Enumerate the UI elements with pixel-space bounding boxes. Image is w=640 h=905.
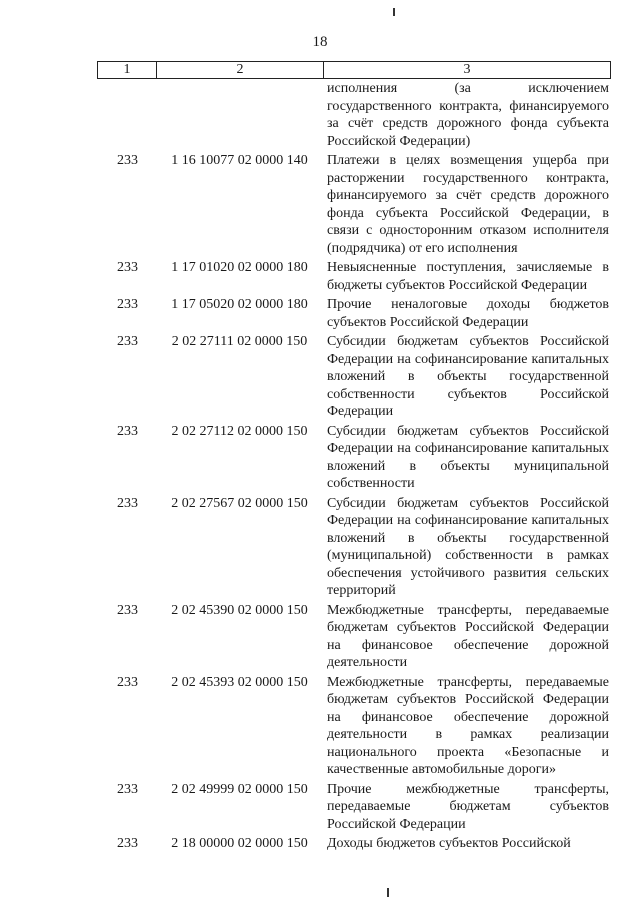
income-code-cell: 2 02 27111 02 0000 150 [171, 334, 308, 349]
income-code-cell: 1 17 05020 02 0000 180 [171, 297, 308, 312]
admin-code-cell: 233 [117, 153, 138, 168]
table-body [97, 80, 611, 853]
income-code-cell: 1 16 10077 02 0000 140 [171, 153, 308, 168]
table-row [97, 495, 611, 600]
scan-mark-bottom [387, 888, 389, 897]
table-header [97, 61, 611, 79]
admin-code-cell: 233 [117, 297, 138, 312]
admin-code-cell: 233 [117, 836, 138, 851]
header-col-3: 3 [463, 62, 471, 77]
admin-code-cell [97, 80, 156, 150]
table-row [97, 835, 611, 853]
income-code-cell: 1 17 01020 02 0000 180 [171, 260, 308, 275]
table-row [97, 423, 611, 493]
table-row [97, 674, 611, 779]
header-col-2: 2 [157, 62, 324, 78]
income-name-cell: Невыясненные поступления, зачисляемые в бюджеты субъектов Российской Федерации [327, 260, 609, 293]
admin-code-cell: 233 [117, 334, 138, 349]
income-code-cell: 2 02 49999 02 0000 150 [171, 781, 308, 797]
income-name-cell: исполнения (за исключением государственного контракта, финансируемого за счёт средств дорожного фонда субъекта Российской Федерации) [327, 81, 609, 149]
admin-code-cell: 233 [117, 674, 138, 690]
admin-code-cell: 233 [117, 602, 138, 618]
table-row [97, 152, 611, 257]
income-name-cell: Субсидии бюджетам субъектов Российской Федерации на софинансирование капитальных вложений в объекты муниципальной собственности [327, 423, 609, 491]
income-code-cell: 2 02 27112 02 0000 150 [171, 423, 308, 439]
income-name-cell: Межбюджетные трансферты, передаваемые бюджетам субъектов Российской Федерации на финансовое обеспечение дорожной деятельности в рамках реализации национального проекта «Безопасные и качественные автомобильные дороги» [327, 674, 609, 777]
admin-code-cell: 233 [117, 423, 138, 439]
admin-code-cell: 233 [117, 495, 138, 511]
income-name-cell: Субсидии бюджетам субъектов Российской Федерации на софинансирование капитальных вложений в объекты государственной (муниципальной) собственности в рамках обеспечения устойчивого развития сельских территорий [327, 495, 609, 598]
income-name-cell: Доходы бюджетов субъектов Российской [327, 836, 571, 851]
page-number: 18 [312, 34, 328, 50]
scan-mark-top [393, 8, 395, 16]
income-code-cell: 2 02 45393 02 0000 150 [171, 674, 308, 690]
table-row [97, 259, 611, 294]
admin-code-cell: 233 [117, 260, 138, 275]
table-row [97, 333, 611, 421]
table-row [97, 296, 611, 331]
table-row [97, 80, 611, 150]
header-col-1: 1 [98, 62, 157, 78]
income-name-cell: Платежи в целях возмещения ущерба при расторжении государственного контракта, финансируемого за счёт средств дорожного фонда субъекта Российской Федерации, в связи с односторонним отказом исполнителя (подрядчика) от его исполнения [327, 153, 609, 256]
income-name-cell: Прочие неналоговые доходы бюджетов субъектов Российской Федерации [327, 297, 609, 330]
income-name-cell: Прочие межбюджетные трансферты, передаваемые бюджетам субъектов Российской Федерации [327, 781, 609, 832]
income-name-cell: Субсидии бюджетам субъектов Российской Федерации на софинансирование капитальных вложений в объекты государственной собственности субъектов Российской Федерации [327, 334, 609, 419]
income-code-cell: 2 18 00000 02 0000 150 [171, 836, 308, 851]
table-row [97, 781, 611, 834]
income-code-cell: 2 02 45390 02 0000 150 [171, 602, 308, 618]
income-name-cell: Межбюджетные трансферты, передаваемые бюджетам субъектов Российской Федерации на финансовое обеспечение дорожной деятельности [327, 602, 609, 670]
income-code-cell: 2 02 27567 02 0000 150 [171, 495, 308, 511]
income-code-cell [156, 80, 323, 150]
table-row [97, 602, 611, 672]
admin-code-cell: 233 [117, 781, 138, 797]
